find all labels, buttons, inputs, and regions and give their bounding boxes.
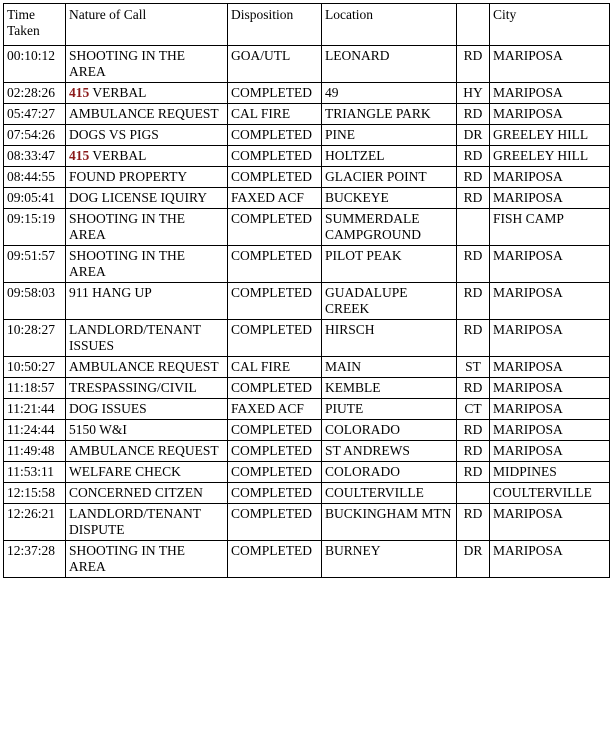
cell-city: MARIPOSA: [490, 104, 610, 125]
cell-street-suffix: CT: [457, 399, 490, 420]
call-log-body: [4, 46, 610, 578]
cell-disposition: CAL FIRE: [228, 104, 322, 125]
cell-disposition: COMPLETED: [228, 504, 322, 541]
call-nature-text: DOG ISSUES: [69, 401, 147, 416]
cell-nature-of-call: [66, 209, 228, 246]
call-nature-text: DOGS VS PIGS: [69, 127, 159, 142]
table-row: [4, 483, 610, 504]
call-nature-text: AMBULANCE REQUEST: [69, 359, 219, 374]
cell-time-taken: 10:50:27: [4, 357, 66, 378]
cell-location: BUCKEYE: [322, 188, 457, 209]
cell-time-taken: 08:33:47: [4, 146, 66, 167]
cell-city: MARIPOSA: [490, 167, 610, 188]
cell-location: COULTERVILLE: [322, 483, 457, 504]
cell-disposition: COMPLETED: [228, 209, 322, 246]
cell-time-taken: 05:47:27: [4, 104, 66, 125]
cell-disposition: COMPLETED: [228, 146, 322, 167]
cell-nature-of-call: [66, 378, 228, 399]
cell-nature-of-call: [66, 504, 228, 541]
cell-time-taken: 12:26:21: [4, 504, 66, 541]
cell-time-taken: 12:37:28: [4, 541, 66, 578]
cell-nature-of-call: [66, 283, 228, 320]
cell-city: GREELEY HILL: [490, 125, 610, 146]
header-nature-of-call: Nature of Call: [66, 4, 228, 46]
cell-street-suffix: RD: [457, 504, 490, 541]
cell-time-taken: 11:21:44: [4, 399, 66, 420]
cell-location: MAIN: [322, 357, 457, 378]
cell-time-taken: 11:49:48: [4, 441, 66, 462]
cell-street-suffix: HY: [457, 83, 490, 104]
cell-city: MIDPINES: [490, 462, 610, 483]
cell-time-taken: 10:28:27: [4, 320, 66, 357]
header-row: [4, 4, 610, 46]
cell-street-suffix: [457, 483, 490, 504]
cell-street-suffix: RD: [457, 378, 490, 399]
cell-street-suffix: RD: [457, 441, 490, 462]
call-nature-text: SHOOTING IN THE AREA: [69, 48, 188, 79]
cell-disposition: CAL FIRE: [228, 357, 322, 378]
table-row: [4, 378, 610, 399]
cell-location: SUMMERDALE CAMPGROUND: [322, 209, 457, 246]
table-row: [4, 188, 610, 209]
cell-time-taken: 09:05:41: [4, 188, 66, 209]
cell-nature-of-call: [66, 246, 228, 283]
cell-location: PIUTE: [322, 399, 457, 420]
cell-city: FISH CAMP: [490, 209, 610, 246]
table-row: [4, 125, 610, 146]
cell-nature-of-call: [66, 399, 228, 420]
cell-nature-of-call: [66, 462, 228, 483]
cell-street-suffix: [457, 209, 490, 246]
cell-disposition: FAXED ACF: [228, 188, 322, 209]
header-time-taken: Time Taken: [4, 4, 66, 46]
header-location: Location: [322, 4, 457, 46]
call-nature-text: VERBAL: [89, 148, 147, 163]
cell-location: PINE: [322, 125, 457, 146]
cell-disposition: COMPLETED: [228, 320, 322, 357]
cell-nature-of-call: [66, 83, 228, 104]
cell-disposition: COMPLETED: [228, 541, 322, 578]
cell-location: COLORADO: [322, 420, 457, 441]
call-nature-text: FOUND PROPERTY: [69, 169, 188, 184]
call-nature-text: LANDLORD/TENANT DISPUTE: [69, 506, 205, 537]
cell-time-taken: 09:58:03: [4, 283, 66, 320]
cell-location: TRIANGLE PARK: [322, 104, 457, 125]
cell-location: BURNEY: [322, 541, 457, 578]
cell-nature-of-call: [66, 146, 228, 167]
cell-nature-of-call: [66, 320, 228, 357]
cell-location: LEONARD: [322, 46, 457, 83]
call-nature-text: AMBULANCE REQUEST: [69, 106, 219, 121]
call-nature-text: 5150 W&I: [69, 422, 127, 437]
cell-street-suffix: RD: [457, 46, 490, 83]
cell-disposition: COMPLETED: [228, 167, 322, 188]
table-row: [4, 146, 610, 167]
cell-location: HIRSCH: [322, 320, 457, 357]
table-row: [4, 104, 610, 125]
cell-disposition: COMPLETED: [228, 378, 322, 399]
cell-location: HOLTZEL: [322, 146, 457, 167]
cell-city: MARIPOSA: [490, 46, 610, 83]
header-disposition: Disposition: [228, 4, 322, 46]
cell-city: MARIPOSA: [490, 441, 610, 462]
cell-nature-of-call: [66, 483, 228, 504]
table-row: [4, 167, 610, 188]
cell-city: MARIPOSA: [490, 320, 610, 357]
table-row: [4, 420, 610, 441]
table-row: [4, 462, 610, 483]
cell-city: MARIPOSA: [490, 378, 610, 399]
call-nature-text: VERBAL: [89, 85, 147, 100]
cell-location: GLACIER POINT: [322, 167, 457, 188]
header-city: City: [490, 4, 610, 46]
table-row: [4, 283, 610, 320]
cell-disposition: FAXED ACF: [228, 399, 322, 420]
cell-city: GREELEY HILL: [490, 146, 610, 167]
call-nature-text: SHOOTING IN THE AREA: [69, 248, 188, 279]
table-row: [4, 246, 610, 283]
cell-city: MARIPOSA: [490, 504, 610, 541]
call-nature-text: AMBULANCE REQUEST: [69, 443, 219, 458]
cell-location: ST ANDREWS: [322, 441, 457, 462]
cell-street-suffix: ST: [457, 357, 490, 378]
cell-street-suffix: DR: [457, 125, 490, 146]
cell-nature-of-call: [66, 188, 228, 209]
cell-location: KEMBLE: [322, 378, 457, 399]
cell-disposition: GOA/UTL: [228, 46, 322, 83]
cell-disposition: COMPLETED: [228, 83, 322, 104]
cell-time-taken: 09:15:19: [4, 209, 66, 246]
call-nature-text: WELFARE CHECK: [69, 464, 181, 479]
table-row: [4, 541, 610, 578]
cell-street-suffix: RD: [457, 462, 490, 483]
cell-nature-of-call: [66, 541, 228, 578]
call-log-table: [3, 3, 610, 578]
cell-nature-of-call: [66, 104, 228, 125]
cell-disposition: COMPLETED: [228, 483, 322, 504]
call-nature-text: SHOOTING IN THE AREA: [69, 211, 188, 242]
cell-nature-of-call: [66, 357, 228, 378]
cell-nature-of-call: [66, 420, 228, 441]
cell-location: COLORADO: [322, 462, 457, 483]
cell-city: MARIPOSA: [490, 399, 610, 420]
cell-street-suffix: RD: [457, 104, 490, 125]
cell-city: MARIPOSA: [490, 83, 610, 104]
cell-city: MARIPOSA: [490, 246, 610, 283]
cell-location: PILOT PEAK: [322, 246, 457, 283]
cell-location: 49: [322, 83, 457, 104]
table-row: [4, 357, 610, 378]
call-nature-text: TRESPASSING/CIVIL: [69, 380, 197, 395]
cell-street-suffix: RD: [457, 420, 490, 441]
table-row: [4, 441, 610, 462]
cell-time-taken: 00:10:12: [4, 46, 66, 83]
cell-location: GUADALUPE CREEK: [322, 283, 457, 320]
cell-time-taken: 09:51:57: [4, 246, 66, 283]
cell-time-taken: 11:53:11: [4, 462, 66, 483]
cell-disposition: COMPLETED: [228, 125, 322, 146]
cell-disposition: COMPLETED: [228, 420, 322, 441]
cell-nature-of-call: [66, 441, 228, 462]
header-street-suffix: [457, 4, 490, 46]
cell-street-suffix: RD: [457, 283, 490, 320]
cell-city: MARIPOSA: [490, 420, 610, 441]
cell-disposition: COMPLETED: [228, 441, 322, 462]
cell-street-suffix: RD: [457, 246, 490, 283]
cell-street-suffix: RD: [457, 188, 490, 209]
call-nature-text: 911 HANG UP: [69, 285, 152, 300]
table-row: [4, 209, 610, 246]
cell-location: BUCKINGHAM MTN: [322, 504, 457, 541]
call-nature-text: DOG LICENSE IQUIRY: [69, 190, 207, 205]
cell-city: MARIPOSA: [490, 357, 610, 378]
cell-time-taken: 02:28:26: [4, 83, 66, 104]
table-row: [4, 83, 610, 104]
table-row: [4, 504, 610, 541]
call-nature-text: LANDLORD/TENANT ISSUES: [69, 322, 205, 353]
table-row: [4, 46, 610, 83]
cell-city: MARIPOSA: [490, 283, 610, 320]
cell-city: COULTERVILLE: [490, 483, 610, 504]
cell-street-suffix: RD: [457, 146, 490, 167]
table-row: [4, 320, 610, 357]
cell-time-taken: 12:15:58: [4, 483, 66, 504]
call-nature-text: CONCERNED CITZEN: [69, 485, 203, 500]
cell-nature-of-call: [66, 167, 228, 188]
call-code: 415: [69, 148, 90, 163]
cell-city: MARIPOSA: [490, 541, 610, 578]
call-code: 415: [69, 85, 90, 100]
cell-disposition: COMPLETED: [228, 283, 322, 320]
cell-street-suffix: RD: [457, 320, 490, 357]
cell-street-suffix: DR: [457, 541, 490, 578]
cell-time-taken: 07:54:26: [4, 125, 66, 146]
cell-city: MARIPOSA: [490, 188, 610, 209]
cell-disposition: COMPLETED: [228, 462, 322, 483]
cell-time-taken: 11:24:44: [4, 420, 66, 441]
table-row: [4, 399, 610, 420]
cell-time-taken: 08:44:55: [4, 167, 66, 188]
cell-nature-of-call: [66, 46, 228, 83]
call-nature-text: SHOOTING IN THE AREA: [69, 543, 188, 574]
cell-nature-of-call: [66, 125, 228, 146]
cell-time-taken: 11:18:57: [4, 378, 66, 399]
cell-street-suffix: RD: [457, 167, 490, 188]
cell-disposition: COMPLETED: [228, 246, 322, 283]
